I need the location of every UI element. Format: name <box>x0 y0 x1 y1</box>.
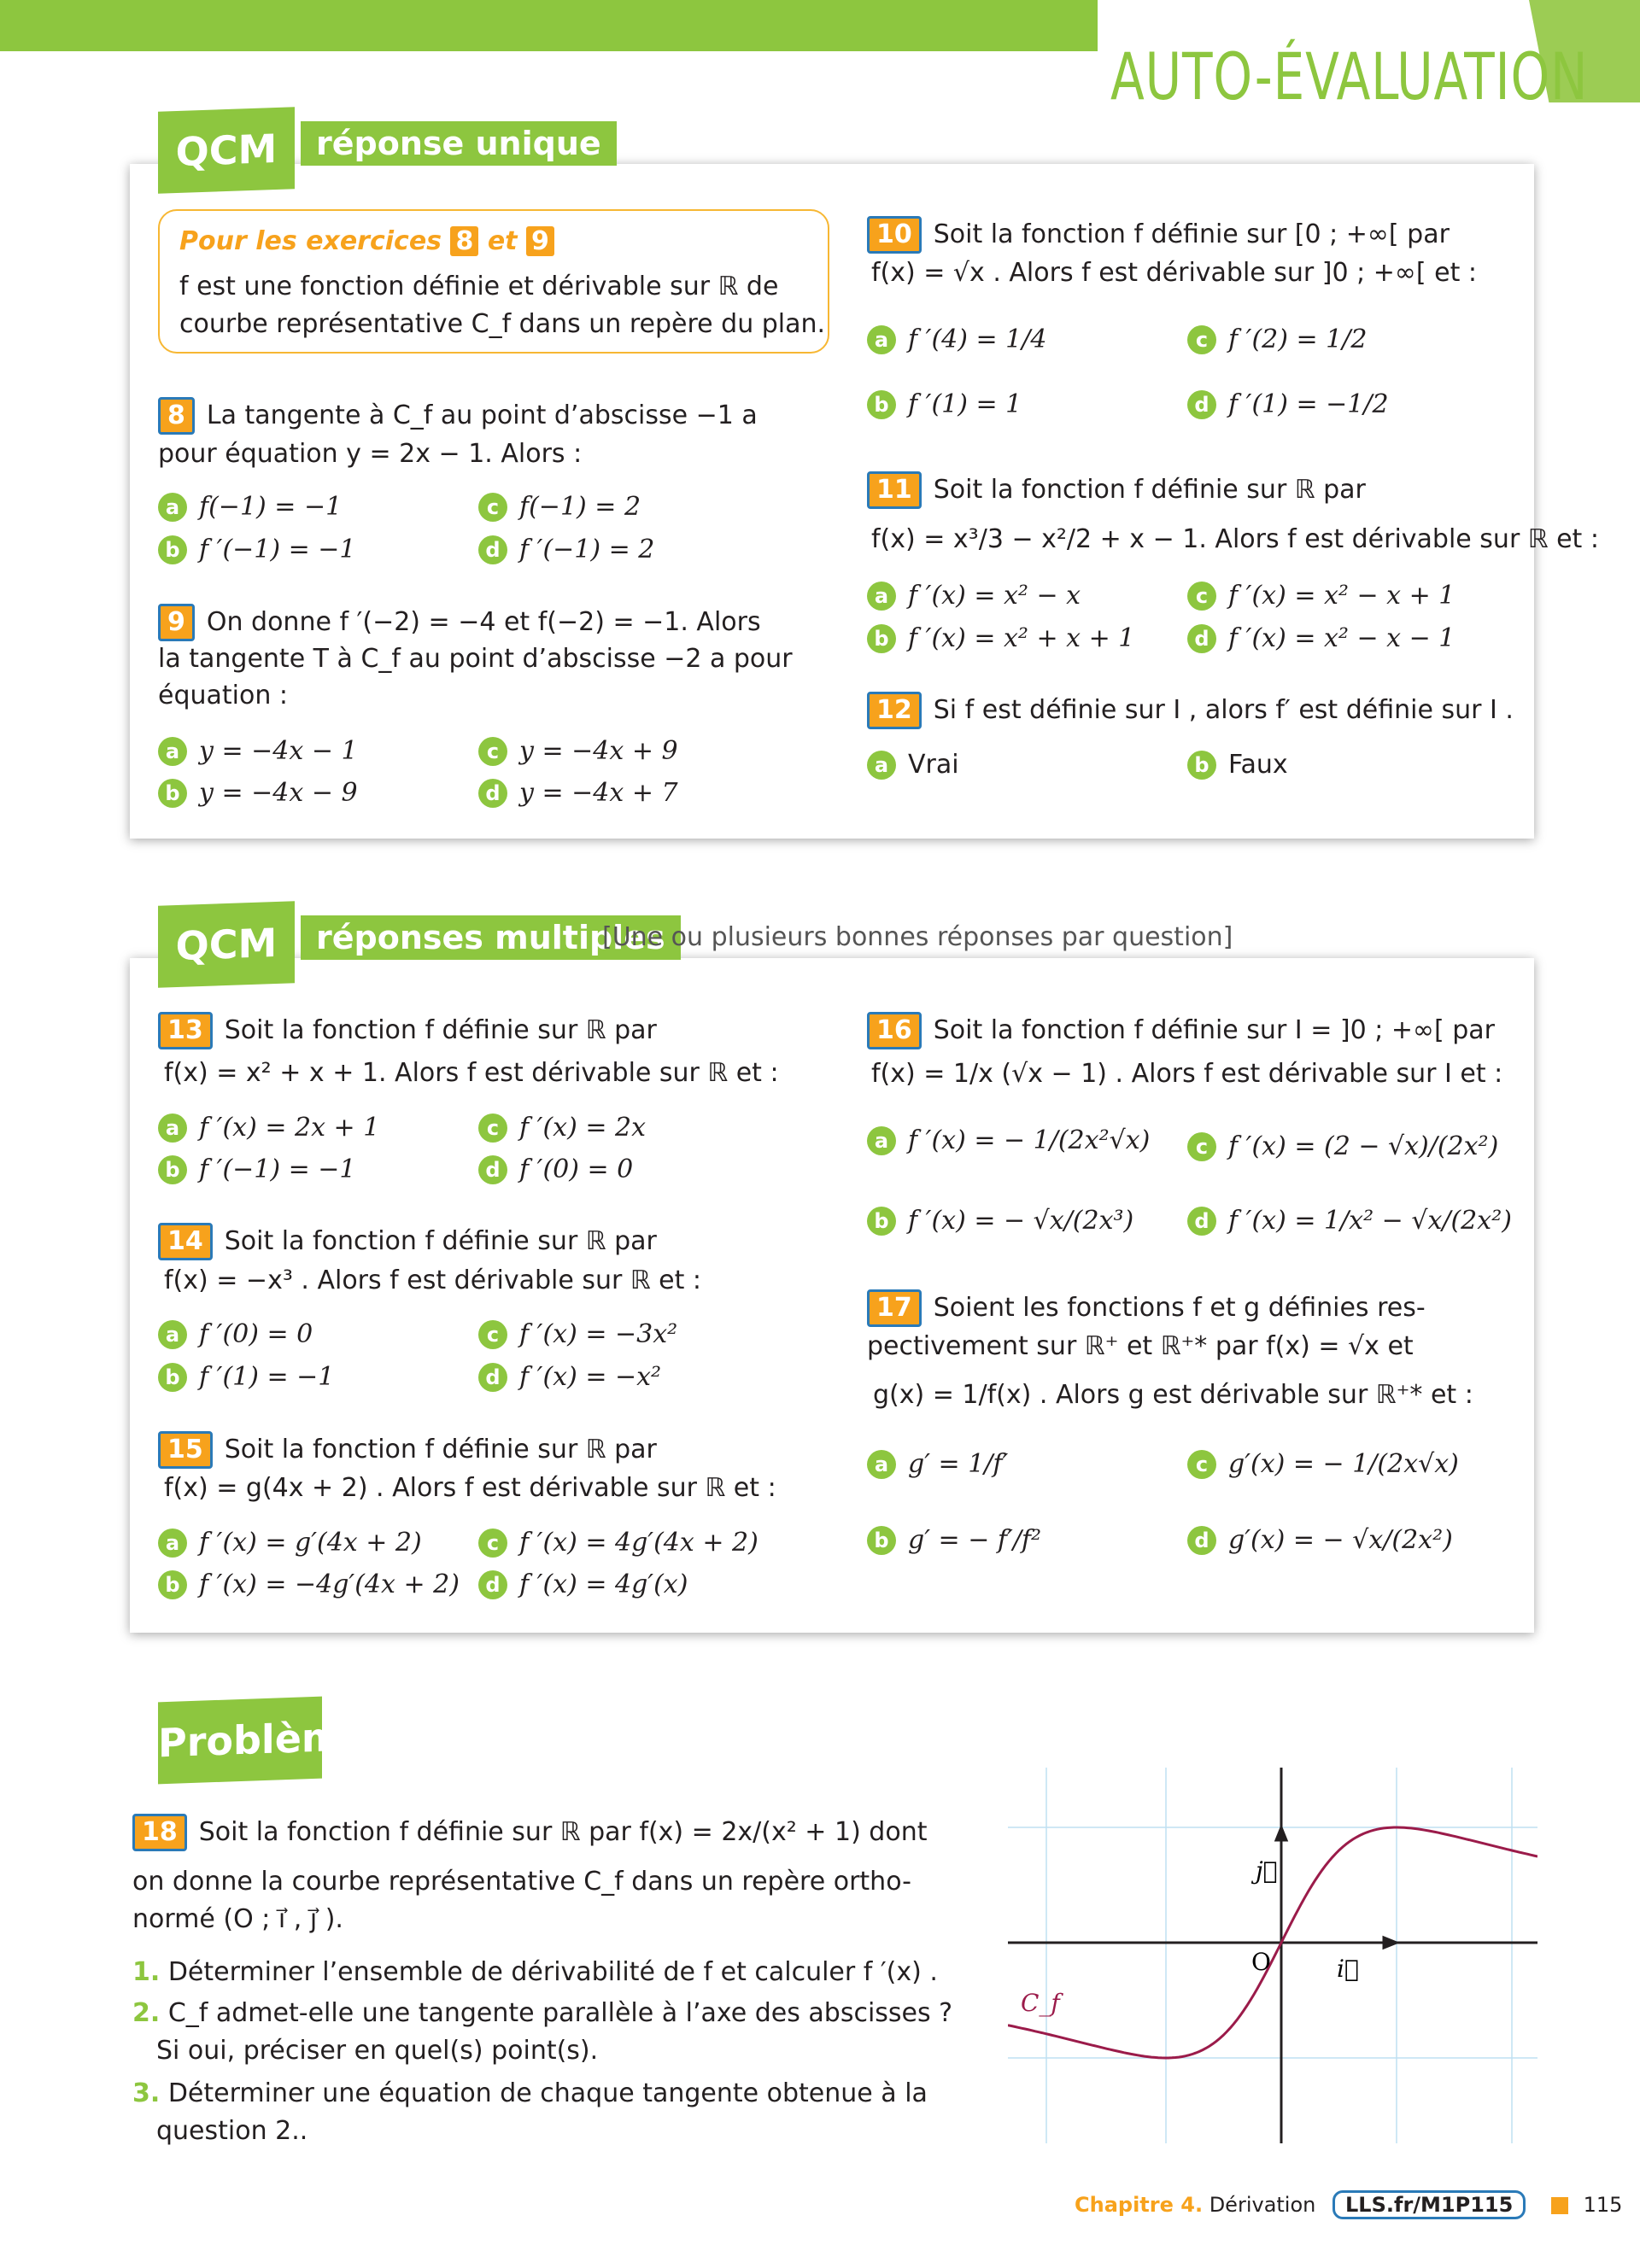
ex15-option-d[interactable]: d f ′(x) = 4g′(x) <box>478 1569 688 1599</box>
ex13-option-b[interactable]: b f ′(−1) = −1 <box>158 1154 356 1184</box>
note-line2: courbe représentative C_f dans un repère du plan. <box>179 309 826 339</box>
ex9-stem-3: équation : <box>158 681 289 710</box>
ex14-option-a[interactable]: a f ′(0) = 0 <box>158 1319 313 1349</box>
page-title: AUTO-ÉVALUATION <box>1110 38 1589 114</box>
ex18-question-2: 2. C_f admet-elle une tangente parallèle à l’axe des abscisses ? <box>132 1998 953 2028</box>
footer-square-icon <box>1551 2197 1568 2214</box>
cf-label: C_f <box>1021 1989 1060 2017</box>
ex10-option-b[interactable]: b f ′(1) = 1 <box>867 389 1022 419</box>
qcm-tag-2: QCM <box>158 901 295 988</box>
ex16-stem-1: 16 Soit la fonction f définie sur I = ]0 ; +∞[ par <box>867 1012 1495 1049</box>
ex18-stem-1: 18 Soit la fonction f définie sur ℝ par f(x) = 2x/(x² + 1) dont <box>132 1814 927 1851</box>
ex16-number: 16 <box>867 1012 922 1049</box>
function-graph <box>1008 1768 1538 2143</box>
ex18-question-3: 3. Déterminer une équation de chaque tangente obtenue à la <box>132 2078 928 2108</box>
ex14-stem-1: 14 Soit la fonction f définie sur ℝ par <box>158 1223 657 1260</box>
graph-grid <box>1008 1768 1538 2143</box>
ex10-option-c[interactable]: c f ′(2) = 1/2 <box>1187 324 1367 354</box>
ex17-stem-1: 17 Soient les fonctions f et g définies res- <box>867 1289 1426 1327</box>
qcm-tag: QCM <box>158 107 295 194</box>
ex13-option-d[interactable]: d f ′(0) = 0 <box>478 1154 633 1184</box>
ex16-stem-2: f(x) = 1/x (√x − 1) . Alors f est dérivable sur I et : <box>871 1059 1503 1089</box>
ex11-option-a[interactable]: a f ′(x) = x² − x <box>867 581 1081 611</box>
ex8-option-a[interactable]: a f(−1) = −1 <box>158 492 342 522</box>
ex18-stem-2: on donne la courbe représentative C_f dans un repère ortho- <box>132 1867 911 1897</box>
ex10-option-a[interactable]: a f ′(4) = 1/4 <box>867 324 1046 354</box>
ex16-option-c[interactable]: c f ′(x) = (2 − √x)/(2x²) <box>1187 1131 1498 1161</box>
ex17-option-b[interactable]: b g′ = − f′/f² <box>867 1525 1041 1555</box>
ex9-option-a[interactable]: a y = −4x − 1 <box>158 736 358 766</box>
ex13-stem-1: 13 Soit la fonction f définie sur ℝ par <box>158 1012 657 1049</box>
ex14-option-c[interactable]: c f ′(x) = −3x² <box>478 1319 677 1349</box>
ex12-number: 12 <box>867 692 922 729</box>
ex15-number: 15 <box>158 1431 213 1469</box>
ex10-stem-1: 10 Soit la fonction f définie sur [0 ; +∞[ par <box>867 216 1450 254</box>
ex15-option-c[interactable]: c f ′(x) = 4g′(4x + 2) <box>478 1528 758 1558</box>
page-number: 115 <box>1583 2193 1623 2217</box>
ex11-number: 11 <box>867 471 922 509</box>
ex8-option-b[interactable]: b f ′(−1) = −1 <box>158 535 356 564</box>
ex17-number: 17 <box>867 1289 922 1327</box>
ex18-question-2-cont: Si oui, préciser en quel(s) point(s). <box>156 2036 599 2066</box>
footer: Chapitre 4. Dérivation LLS.fr/M1P115 115 <box>1075 2193 1622 2217</box>
qcm-hint: [Une ou plusieurs bonnes réponses par question] <box>602 922 1233 952</box>
ex16-option-b[interactable]: b f ′(x) = − √x/(2x³) <box>867 1206 1133 1236</box>
ex13-stem-2: f(x) = x² + x + 1. Alors f est dérivable sur ℝ et : <box>164 1058 779 1088</box>
ex12-stem: 12 Si f est définie sur I , alors f′ est définie sur I . <box>867 692 1514 729</box>
note-title: Pour les exercices 8 et 9 <box>179 226 554 256</box>
ex11-option-b[interactable]: b f ′(x) = x² + x + 1 <box>867 623 1134 653</box>
j-vector-arrow <box>1276 1827 1286 1840</box>
origin-label: O <box>1251 1948 1271 1976</box>
ex16-option-a[interactable]: a f ′(x) = − 1/(2x²√x) <box>867 1125 1150 1155</box>
ex17-option-d[interactable]: d g′(x) = − √x/(2x²) <box>1187 1525 1453 1555</box>
ex9-stem-1: 9 On donne f ′(−2) = −4 et f(−2) = −1. Alors <box>158 604 761 641</box>
ex10-option-d[interactable]: d f ′(1) = −1/2 <box>1187 389 1389 419</box>
ex9-option-b[interactable]: b y = −4x − 9 <box>158 778 358 808</box>
ex17-option-a[interactable]: a g′ = 1/f′ <box>867 1449 1008 1479</box>
ex14-option-d[interactable]: d f ′(x) = −x² <box>478 1362 661 1392</box>
ex13-option-a[interactable]: a f ′(x) = 2x + 1 <box>158 1113 379 1143</box>
j-vector-label: j⃗ <box>1256 1856 1278 1885</box>
ex18-number: 18 <box>132 1814 187 1851</box>
top-bar <box>0 0 1098 51</box>
ex14-stem-2: f(x) = −x³ . Alors f est dérivable sur ℝ et : <box>164 1266 702 1295</box>
ex8-stem-2: pour équation y = 2x − 1. Alors : <box>158 439 583 469</box>
ex8-stem-1: 8 La tangente à C_f au point d’abscisse −1 a <box>158 397 758 435</box>
ex17-option-c[interactable]: c g′(x) = − 1/(2x√x) <box>1187 1449 1459 1479</box>
ex10-number: 10 <box>867 216 922 254</box>
ex18-stem-3: normé (O ; i⃗ , j⃗ ). <box>132 1904 343 1934</box>
qcm-subtag: réponse unique <box>301 121 617 166</box>
ex12-option-a[interactable]: a Vrai <box>867 750 959 780</box>
ex18-question-1: 1. Déterminer l’ensemble de dérivabilité de f et calculer f ′(x) . <box>132 1957 938 1987</box>
ex17-stem-2: pectivement sur ℝ⁺ et ℝ⁺* par f(x) = √x et <box>867 1331 1414 1361</box>
ex9-option-d[interactable]: d y = −4x + 7 <box>478 778 678 808</box>
ex15-stem-1: 15 Soit la fonction f définie sur ℝ par <box>158 1431 657 1469</box>
i-vector-arrow <box>1384 1938 1397 1948</box>
ex11-stem-1: 11 Soit la fonction f définie sur ℝ par <box>867 471 1366 509</box>
ex16-option-d[interactable]: d f ′(x) = 1/x² − √x/(2x²) <box>1187 1206 1512 1236</box>
ex11-option-c[interactable]: c f ′(x) = x² − x + 1 <box>1187 581 1455 611</box>
ex14-option-b[interactable]: b f ′(1) = −1 <box>158 1362 334 1392</box>
ex17-stem-3: g(x) = 1/f(x) . Alors g est dérivable sur ℝ⁺* et : <box>873 1380 1473 1410</box>
footer-link[interactable]: LLS.fr/M1P115 <box>1332 2190 1526 2219</box>
ex15-option-a[interactable]: a f ′(x) = g′(4x + 2) <box>158 1528 422 1558</box>
ex8-option-c[interactable]: c f(−1) = 2 <box>478 492 641 522</box>
ex9-number: 9 <box>158 604 195 641</box>
ex15-stem-2: f(x) = g(4x + 2) . Alors f est dérivable sur ℝ et : <box>164 1473 776 1503</box>
note-line1: f est une fonction définie et dérivable sur ℝ de <box>179 272 779 301</box>
ex12-option-b[interactable]: b Faux <box>1187 750 1288 780</box>
probleme-tag: Problème <box>158 1697 322 1785</box>
ex8-option-d[interactable]: d f ′(−1) = 2 <box>478 535 654 564</box>
ex9-stem-2: la tangente T à C_f au point d’abscisse −2 a pour <box>158 644 793 674</box>
i-vector-label: i⃗ <box>1337 1955 1359 1983</box>
qcm-subtag-2: réponses multiples <box>301 915 681 960</box>
ex11-stem-2: f(x) = x³/3 − x²/2 + x − 1. Alors f est dérivable sur ℝ et : <box>871 524 1599 554</box>
ex15-option-b[interactable]: b f ′(x) = −4g′(4x + 2) <box>158 1569 460 1599</box>
ex11-option-d[interactable]: d f ′(x) = x² − x − 1 <box>1187 623 1455 653</box>
ex13-number: 13 <box>158 1012 213 1049</box>
ex18-question-3-cont: question 2.. <box>156 2116 308 2146</box>
ex8-number: 8 <box>158 397 195 435</box>
ex14-number: 14 <box>158 1223 213 1260</box>
ex9-option-c[interactable]: c y = −4x + 9 <box>478 736 678 766</box>
ex10-stem-2: f(x) = √x . Alors f est dérivable sur ]0 ; +∞[ et : <box>871 258 1477 288</box>
ex13-option-c[interactable]: c f ′(x) = 2x <box>478 1113 646 1143</box>
